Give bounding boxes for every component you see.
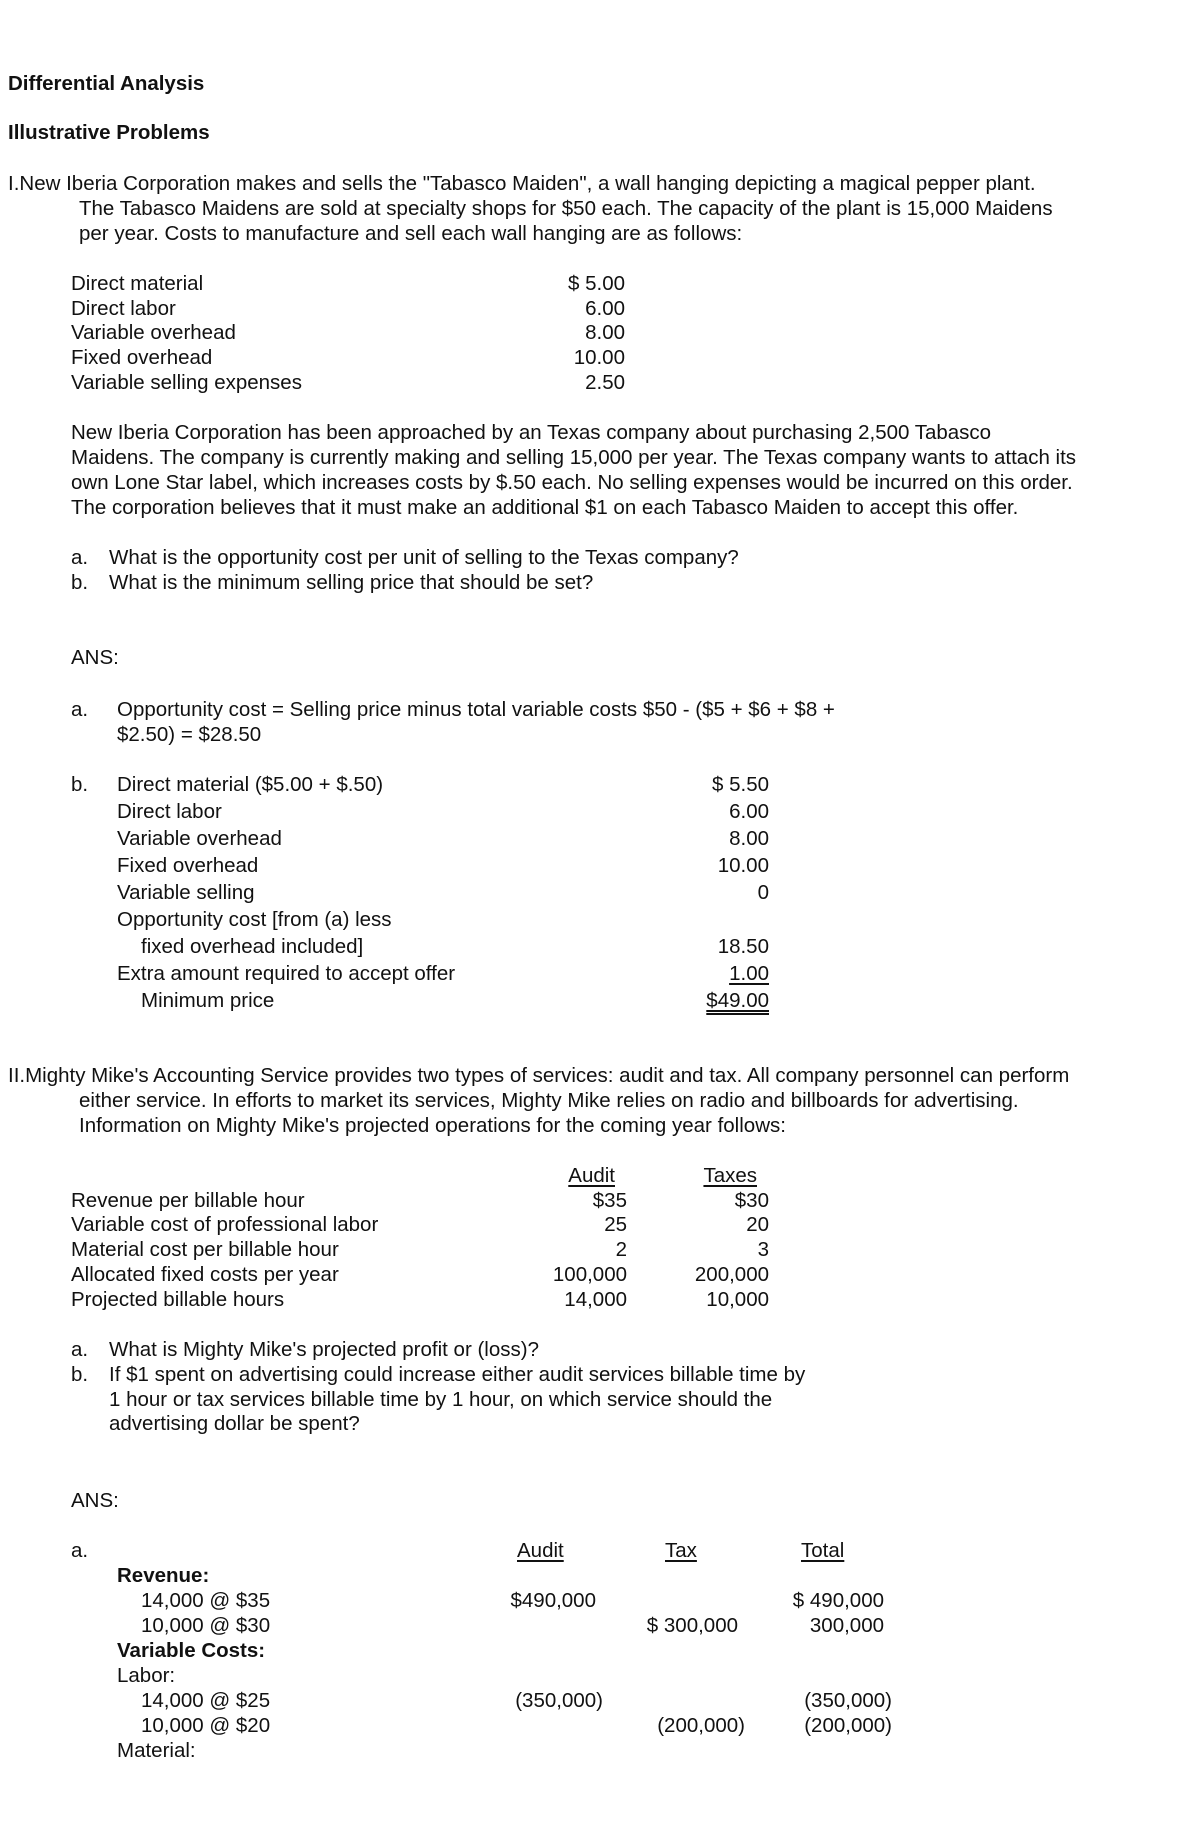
answer-header-audit: Audit — [517, 1539, 564, 1562]
table-cell-audit: 14,000 — [564, 1288, 627, 1311]
paragraph-line: New Iberia Corporation has been approached by an Texas company about purchasing 2,500 Tabasco — [71, 421, 992, 444]
answer-row-value: 8.00 — [729, 827, 769, 850]
answer-row-label: 10,000 @ $30 — [141, 1614, 271, 1637]
paragraph-line: own Lone Star label, which increases costs by $.50 each. No selling expenses would be incurred on this order. — [71, 471, 1073, 494]
answer-row-value: 6.00 — [729, 800, 769, 823]
answer-letter: b. — [71, 773, 89, 796]
table-header-taxes: Taxes — [703, 1164, 757, 1187]
problem1-line: per year. Costs to manufacture and sell each wall hanging are as follows: — [79, 222, 743, 245]
answer-cell-total: (200,000) — [804, 1714, 892, 1737]
table-row-label: Projected billable hours — [71, 1288, 285, 1311]
cost-value: 8.00 — [585, 321, 625, 344]
table-cell-audit: 25 — [604, 1213, 627, 1236]
table-cell-audit: 100,000 — [552, 1263, 627, 1286]
minimum-price-value: $49.00 — [706, 989, 769, 1012]
answer-row-label: Variable overhead — [117, 827, 282, 850]
question-letter: b. — [71, 1363, 89, 1386]
question-letter: a. — [71, 1338, 89, 1361]
cost-value: 6.00 — [585, 297, 625, 320]
section-heading: Revenue: — [117, 1564, 210, 1587]
table-row-label: Revenue per billable hour — [71, 1189, 305, 1212]
problem2-line: either service. In efforts to market its services, Mighty Mike relies on radio and billboards for advertising. — [79, 1089, 1019, 1112]
answer-cell-audit: (350,000) — [515, 1689, 603, 1712]
table-row-label: Allocated fixed costs per year — [71, 1263, 339, 1286]
question-text: What is the minimum selling price that should be set? — [109, 571, 594, 594]
table-cell-taxes: 10,000 — [706, 1288, 769, 1311]
subsection-label: Material: — [117, 1739, 196, 1762]
answer-row-value: 18.50 — [717, 935, 769, 958]
page-title: Differential Analysis — [8, 72, 205, 95]
question-letter: b. — [71, 571, 89, 594]
answer-row-label: Direct material ($5.00 + $.50) — [117, 773, 384, 796]
answer-row-label: Opportunity cost [from (a) less — [117, 908, 392, 931]
table-cell-taxes: $30 — [734, 1189, 769, 1212]
answer-row-value: $ 5.50 — [712, 773, 769, 796]
question-text: What is Mighty Mike's projected profit or (loss)? — [109, 1338, 539, 1361]
answer-row-value: 10.00 — [717, 854, 769, 877]
paragraph-line: Maidens. The company is currently making and selling 15,000 per year. The Texas company wants to attach its — [71, 446, 1077, 469]
answer-row-label: Variable selling — [117, 881, 255, 904]
answer-row-label: Direct labor — [117, 800, 222, 823]
answer-row-value: 0 — [757, 881, 769, 904]
answer-row-label: fixed overhead included] — [141, 935, 364, 958]
cost-value: 2.50 — [585, 371, 625, 394]
table-cell-audit: $35 — [592, 1189, 627, 1212]
answer-header-tax: Tax — [665, 1539, 697, 1562]
answer-line: Opportunity cost = Selling price minus total variable costs $50 - ($5 + $6 + $8 + — [117, 698, 835, 721]
answer-cell-tax: (200,000) — [657, 1714, 745, 1737]
answer-label: ANS: — [71, 1489, 119, 1512]
answer-header-total: Total — [801, 1539, 845, 1562]
answer-line: $2.50) = $28.50 — [117, 723, 262, 746]
problem1-line: I.New Iberia Corporation makes and sells the "Tabasco Maiden", a wall hanging depicting a magical pepper plant. — [8, 172, 1036, 195]
table-header-audit: Audit — [568, 1164, 615, 1187]
table-row-label: Variable cost of professional labor — [71, 1213, 379, 1236]
cost-label: Variable overhead — [71, 321, 236, 344]
table-cell-taxes: 3 — [757, 1238, 769, 1261]
answer-letter: a. — [71, 698, 89, 721]
table-cell-audit: 2 — [615, 1238, 627, 1261]
paragraph-line: The corporation believes that it must make an additional $1 on each Tabasco Maiden to accept this offer. — [71, 496, 1019, 519]
answer-cell-tax: $ 300,000 — [646, 1614, 738, 1637]
page-subtitle: Illustrative Problems — [8, 121, 210, 144]
cost-label: Fixed overhead — [71, 346, 213, 369]
problem2-line: II.Mighty Mike's Accounting Service provides two types of services: audit and tax. All company personnel can perform — [8, 1064, 1070, 1087]
answer-cell-total: 300,000 — [809, 1614, 884, 1637]
cost-label: Direct material — [71, 272, 204, 295]
subsection-label: Labor: — [117, 1664, 176, 1687]
answer-row-label: Extra amount required to accept offer — [117, 962, 456, 985]
problem1-line: The Tabasco Maidens are sold at specialty shops for $50 each. The capacity of the plant is 15,000 Maidens — [79, 197, 1053, 220]
answer-row-label: Minimum price — [141, 989, 275, 1012]
question-letter: a. — [71, 546, 89, 569]
question-text: advertising dollar be spent? — [109, 1412, 360, 1435]
cost-value: $ 5.00 — [568, 272, 625, 295]
answer-row-label: 14,000 @ $25 — [141, 1689, 271, 1712]
answer-cell-audit: $490,000 — [510, 1589, 596, 1612]
problem2-line: Information on Mighty Mike's projected operations for the coming year follows: — [79, 1114, 786, 1137]
answer-row-value: 1.00 — [729, 962, 769, 985]
answer-row-label: Fixed overhead — [117, 854, 259, 877]
table-cell-taxes: 20 — [746, 1213, 769, 1236]
answer-cell-total: $ 490,000 — [792, 1589, 884, 1612]
answer-letter: a. — [71, 1539, 89, 1562]
table-row-label: Material cost per billable hour — [71, 1238, 339, 1261]
section-heading: Variable Costs: — [117, 1639, 266, 1662]
cost-label: Direct labor — [71, 297, 176, 320]
cost-label: Variable selling expenses — [71, 371, 302, 394]
answer-label: ANS: — [71, 646, 119, 669]
answer-cell-total: (350,000) — [804, 1689, 892, 1712]
table-cell-taxes: 200,000 — [694, 1263, 769, 1286]
answer-row-label: 10,000 @ $20 — [141, 1714, 271, 1737]
question-text: If $1 spent on advertising could increase either audit services billable time by — [109, 1363, 806, 1386]
cost-value: 10.00 — [573, 346, 625, 369]
question-text: What is the opportunity cost per unit of selling to the Texas company? — [109, 546, 739, 569]
question-text: 1 hour or tax services billable time by 1 hour, on which service should the — [109, 1388, 773, 1411]
answer-row-label: 14,000 @ $35 — [141, 1589, 271, 1612]
